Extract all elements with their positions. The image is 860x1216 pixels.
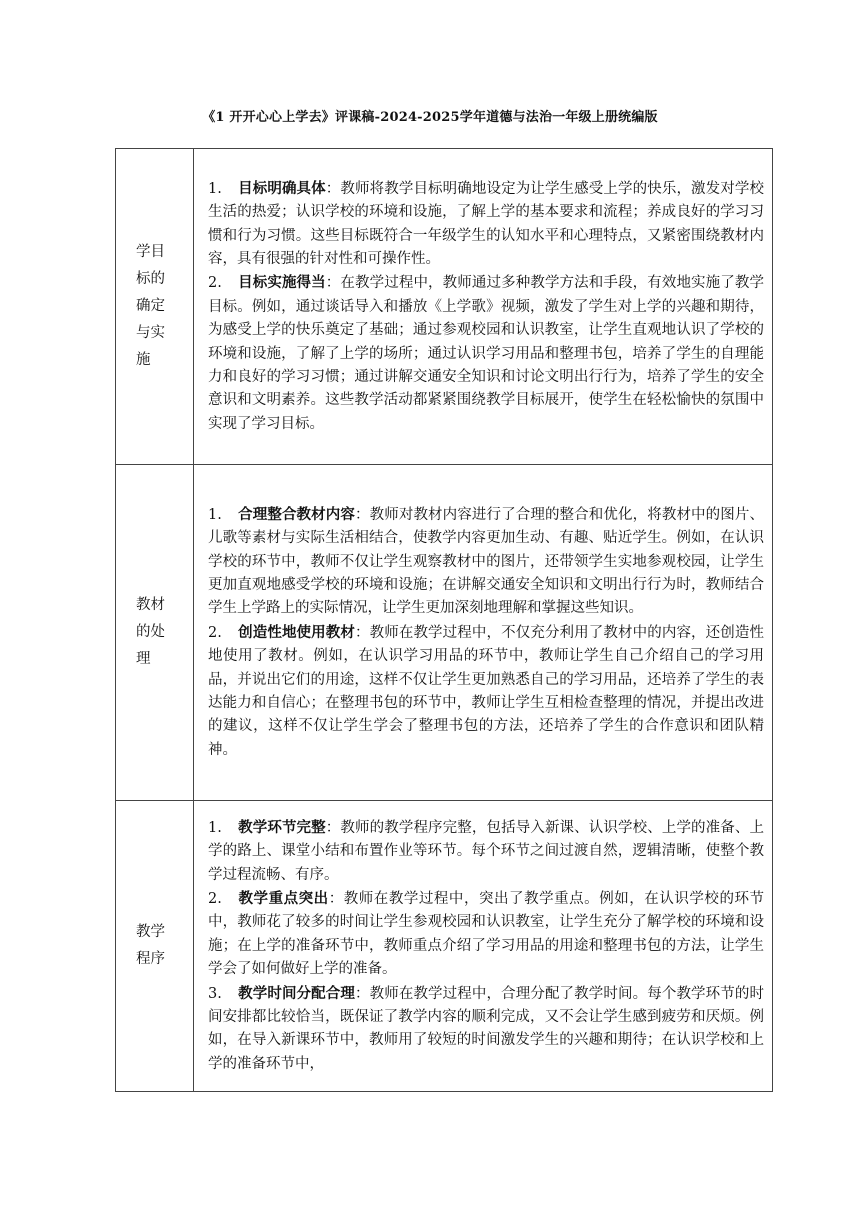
- item-heading: 教学时间分配合理: [238, 984, 355, 1002]
- item-text: ：教师的教学程序完整，包括导入新课、认识学校、上学的准备、上学的路上、课堂小结和布置作业等环节。每个环节之间过渡自然，逻辑清晰，使整个教学过程流畅、有序。: [208, 819, 765, 883]
- list-item: [208, 982, 764, 1077]
- item-heading: 创造性地使用教材: [238, 623, 355, 641]
- list-item: [208, 887, 764, 982]
- item-number: 2.: [208, 624, 222, 641]
- row-label: 学目标的确定与实施: [116, 149, 194, 465]
- item-heading: 教学环节完整: [238, 818, 326, 836]
- table-row: [116, 465, 773, 801]
- list-item: [208, 621, 764, 762]
- item-number: 3.: [208, 985, 222, 1002]
- item-text: ：教师在教学过程中，不仅充分利用了教材中的内容，还创造性地使用了教材。例如，在认识学习用品的环节中，教师让学生自己介绍自己的学习用品，并说出它们的用途，这样不仅让学生更加熟悉自己的学习用品，还培养了学生的表达能力和自信心；在整理书包的环节中，教师让学生互相检查整理的情况，并提出改进的建议，这样不仅让学生学会了整理书包的方法，还培养了学生的合作意识和团队精神。: [208, 624, 764, 758]
- item-text: ：教师在教学过程中，合理分配了教学时间。每个教学环节的时间安排都比较恰当，既保证了教学内容的顺利完成，又不会让学生感到疲劳和厌烦。例如，在导入新课环节中，教师用了较短的时间激发学生的兴趣和期待；在认识学校和上学的准备环节中，: [208, 985, 764, 1072]
- row-content: [194, 149, 773, 465]
- row-content: [194, 465, 773, 801]
- item-heading: 合理整合教材内容: [238, 505, 355, 523]
- item-heading: 目标实施得当: [238, 274, 326, 292]
- item-text: ：教师将教学目标明确地设定为让学生感受上学的快乐，激发对学校生活的热爱；认识学校的环境和设施，了解上学的基本要求和流程；养成良好的学习习惯和行为习惯。这些目标既符合一年级学生的认知水平和心理特点，又紧密围绕教材内容，具有很强的针对性和可操作性。: [208, 180, 765, 267]
- item-number: 1.: [208, 819, 222, 836]
- list-item: [208, 271, 764, 436]
- item-number: 1.: [208, 180, 222, 197]
- item-text: ：教师对教材内容进行了合理的整合和优化，将教材中的图片、儿歌等素材与实际生活相结合，使教学内容更加生动、有趣、贴近学生。例如，在认识学校的环节中，教师不仅让学生观察教材中的图片，还带领学生实地参观校园，让学生更加直观地感受学校的环境和设施；在讲解交通安全知识和文明出行行为时，教师结合学生上学路上的实际情况，让学生更加深刻地理解和掌握这些知识。: [208, 506, 764, 617]
- list-item: [208, 816, 764, 887]
- row-content: [194, 801, 773, 1092]
- item-number: 2.: [208, 890, 222, 907]
- item-text: ：教师在教学过程中，突出了教学重点。例如，在认识学校的环节中，教师花了较多的时间让学生参观校园和认识教室，让学生充分了解学校的环境和设施；在上学的准备环节中，教师重点介绍了学习用品的用途和整理书包的方法，让学生学会了如何做好上学的准备。: [208, 890, 765, 978]
- item-heading: 教学重点突出: [238, 889, 329, 907]
- list-item: [208, 177, 764, 272]
- row-label: 教材的处理: [116, 465, 194, 801]
- item-text: ：在教学过程中，教师通过多种教学方法和手段，有效地实施了教学目标。例如，通过谈话导入和播放《上学歌》视频，激发了学生对上学的兴趣和期待，为感受上学的快乐奠定了基础；通过参观校园和认识教室，让学生直观地认识了学校的环境和设施，了解了上学的场所；通过认识学习用品和整理书包，培养了学生的自理能力和良好的学习习惯；通过讲解交通安全知识和讨论文明出行行为，培养了学生的安全意识和文明素养。这些教学活动都紧紧围绕教学目标展开，使学生在轻松愉快的氛围中实现了学习目标。: [208, 275, 765, 432]
- item-number: 1.: [208, 506, 222, 523]
- table-row: [116, 801, 773, 1092]
- item-number: 2.: [208, 275, 222, 292]
- row-label: 教学程序: [116, 801, 194, 1092]
- document-title: 《1 开开心心上学去》评课稿-2024-2025学年道德与法治一年级上册统编版: [202, 110, 658, 125]
- list-item: [208, 503, 764, 621]
- item-heading: 目标明确具体: [238, 179, 326, 197]
- table-row: [116, 149, 773, 465]
- evaluation-table: [115, 148, 773, 1092]
